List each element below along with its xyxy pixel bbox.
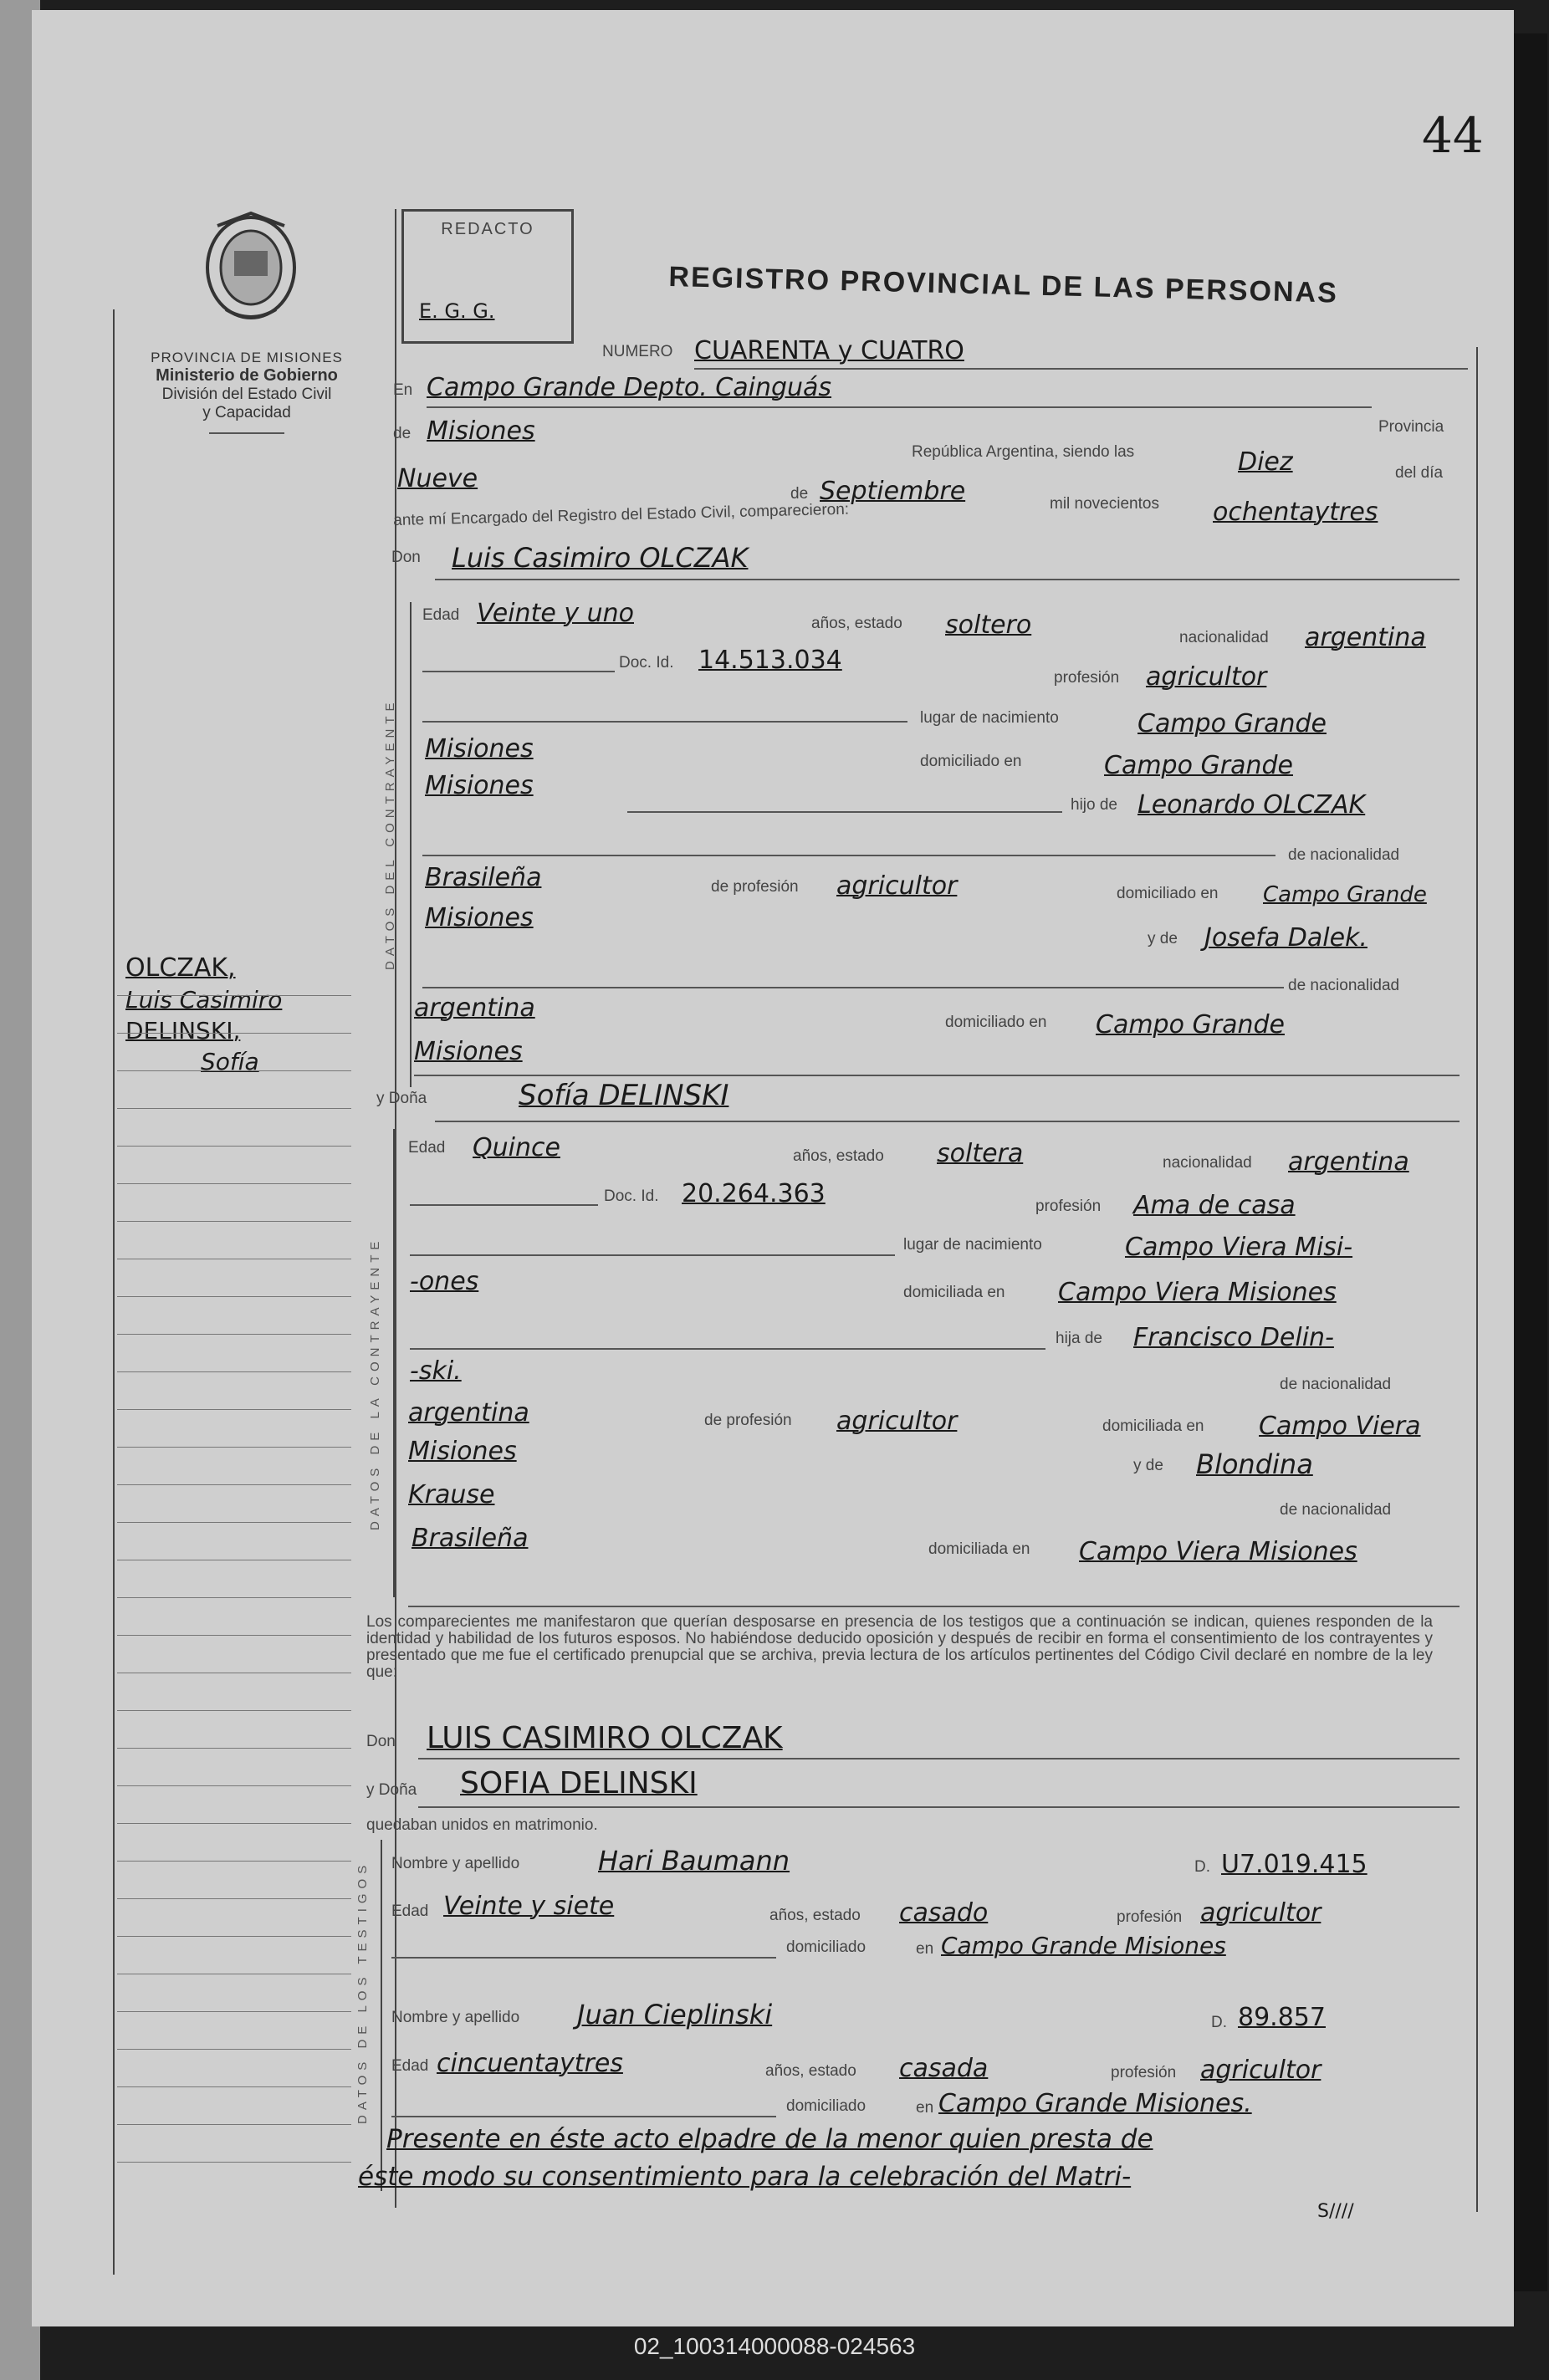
del-dia-label: del día [1395, 464, 1444, 482]
contrayenta-domicilio: Campo Viera Misiones [1058, 1278, 1337, 1307]
mil-label: mil novecientos [1050, 495, 1159, 513]
contrayenta-lugar-label: lugar de nacimiento [903, 1236, 1042, 1254]
republica-text: República Argentina, siendo las [912, 443, 1135, 461]
testigo2-profesion: agricultor [1200, 2056, 1322, 2085]
contrayenta-nacionalidad: argentina [1288, 1147, 1409, 1177]
margin-ruled-line [117, 2086, 351, 2087]
contrayente-edad-label: Edad [422, 606, 460, 624]
declaration-dona: SOFIA DELINSKI [460, 1766, 698, 1800]
contrayenta-padre-dom-label: domiciliada en [1102, 1417, 1204, 1435]
margin-ruled-line [117, 1936, 351, 1937]
margin-ruled-line [117, 1334, 351, 1335]
contrayente-lugar-cont: Misiones [425, 734, 534, 764]
contrayente-madre-dom: Campo Grande [1096, 1010, 1285, 1039]
contrayente-lugar: Campo Grande [1137, 709, 1327, 738]
contrayenta-padre-dom: Campo Viera [1259, 1412, 1421, 1441]
contrayenta-y-de-label: y de [1133, 1457, 1163, 1474]
testigo2-dom-label: domiciliado [786, 2097, 867, 2115]
testigo2-prof-label: profesión [1111, 2064, 1177, 2081]
contrayenta-dom-label: domiciliada en [903, 1284, 1005, 1301]
contrayenta-madre-dom: Campo Viera Misiones [1079, 1537, 1357, 1566]
contrayenta-padre-cont: -ski. [410, 1356, 462, 1386]
testigo1-profesion: agricultor [1200, 1898, 1322, 1928]
contrayenta-madre-cont: Krause [408, 1480, 495, 1509]
margin-ruled-line [117, 1635, 351, 1636]
contrayenta-madre-dom-label: domiciliada en [928, 1540, 1030, 1558]
declaration-closing: quedaban unidos en matrimonio. [366, 1816, 598, 1834]
testigo1-estado: casado [899, 1898, 989, 1928]
testigo1-nombre: Hari Baumann [598, 1845, 790, 1877]
contrayente-padre-dom: Campo Grande [1263, 882, 1427, 907]
testigo1-d-label: D. [1194, 1858, 1210, 1876]
hora-value: Diez [1238, 447, 1293, 477]
contrayente-edad: Veinte y uno [477, 599, 634, 628]
declaration-paragraph: Los comparecientes me manifestaron que querían desposarse en presencia de los testigos que a continuación se indican, quienes responden de la identidad y habilidad de los futuros esposos. No habiéndose deducido oposición y después de recibir en forma el consentimiento de los contrayentes y presentado que me fue el certificado prenupcial que se archiva, previa lectura de los artículos pertinentes del Código Civil declaré en nombre de la ley que: [366, 1613, 1433, 1681]
testigo1-en-label: en [916, 1940, 934, 1958]
margin-ruled-line [117, 1785, 351, 1786]
contrayente-doc-label: Doc. Id. [619, 654, 674, 672]
margin-ruled-line [117, 1484, 351, 1485]
margin-ruled-line [117, 1371, 351, 1372]
contrayenta-edad: Quince [473, 1133, 560, 1162]
de-value: Misiones [427, 416, 535, 446]
contrayente-prof-label: profesión [1054, 669, 1120, 687]
contrayente-nac-label: nacionalidad [1179, 629, 1269, 646]
redacto-label: REDACTO [441, 220, 534, 238]
testigo2-estado: casada [899, 2054, 989, 2083]
margin-ruled-line [117, 2162, 351, 2163]
en-value: Campo Grande Depto. Cainguás [427, 373, 832, 402]
contrayenta-padre: Francisco Delin- [1133, 1323, 1334, 1352]
contrayenta-bracket [393, 1129, 395, 1597]
contrayenta-doc: 20.264.363 [682, 1179, 826, 1208]
issuer-line4: y Capacidad [202, 404, 291, 421]
contrayente-padre-prof: agricultor [836, 871, 958, 901]
coat-of-arms-seal-icon [201, 209, 301, 326]
testigo1-d: U7.019.415 [1221, 1850, 1368, 1879]
contrayenta-anos-label: años, estado [793, 1147, 884, 1165]
testigo2-edad-label: Edad [391, 2057, 429, 2075]
issuer-line2: Ministerio de Gobierno [156, 366, 338, 385]
contrayente-lugar-label: lugar de nacimiento [920, 709, 1059, 727]
contrayente-padre: Leonardo OLCZAK [1137, 790, 1366, 820]
contrayenta-madre: Blondina [1196, 1448, 1313, 1480]
margin-ruled-line [117, 1033, 351, 1034]
testigos-side-label: DATOS DE LOS TESTIGOS [355, 1860, 370, 2124]
contrayente-dom-cont: Misiones [425, 771, 534, 800]
margin-note-line1: OLCZAK, [125, 953, 236, 983]
contrayente-madre-nac-label: de nacionalidad [1288, 977, 1400, 994]
contrayenta-madre-nac: Brasileña [412, 1524, 529, 1553]
contrayente-madre: Josefa Dalek. [1204, 923, 1368, 953]
testigo2-edad: cincuentaytres [437, 2049, 623, 2078]
declaration-dona-label: y Doña [366, 1781, 417, 1799]
testigo1-anos-label: años, estado [769, 1907, 861, 1924]
contrayente-dom-label: domiciliado en [920, 753, 1022, 770]
margin-ruled-line [117, 1409, 351, 1410]
anio-value: ochentaytres [1213, 498, 1378, 527]
testigo1-domicilio: Campo Grande Misiones [941, 1932, 1226, 1959]
footnote-line3: S//// [1317, 2201, 1354, 2222]
margin-ruled-line [117, 1710, 351, 1711]
contrayente-padre-nac-label: de nacionalidad [1288, 846, 1400, 864]
testigo2-domicilio: Campo Grande Misiones. [938, 2089, 1252, 2118]
contrayente-side-label: DATOS DEL CONTRAYENTE [383, 697, 397, 970]
contrayente-padre-nac: Brasileña [425, 863, 542, 892]
contrayenta-madre-nac-label: de nacionalidad [1280, 1501, 1392, 1519]
testigo2-nombre-label: Nombre y apellido [391, 2009, 520, 2026]
contrayente-bracket [410, 602, 412, 1087]
image-caption: 02_100314000088-024563 [633, 2333, 916, 2359]
testigo2-en-label: en [916, 2099, 934, 2117]
testigo2-d-label: D. [1211, 2014, 1227, 2031]
testigo2-nombre: Juan Cieplinski [577, 1999, 773, 2030]
contrayenta-edad-label: Edad [408, 1139, 446, 1157]
contrayente-nacionalidad: argentina [1305, 623, 1426, 652]
en-label: En [393, 381, 413, 399]
don-value: Luis Casimiro OLCZAK [452, 542, 749, 574]
margin-ruled-line [117, 1823, 351, 1824]
redacto-initials: E. G. G. [419, 299, 495, 323]
margin-ruled-line [117, 1447, 351, 1448]
margin-ruled-line [117, 1748, 351, 1749]
testigo1-nombre-label: Nombre y apellido [391, 1855, 520, 1872]
margin-ruled-line [117, 1522, 351, 1523]
contrayente-padre-prof-label: de profesión [711, 878, 799, 896]
margin-ruled-line [117, 1146, 351, 1147]
mes-value: Septiembre [820, 477, 966, 506]
margin-note-line2: Luis Casimiro [125, 986, 283, 1014]
contrayente-padre-dom-cont: Misiones [425, 903, 534, 932]
contrayenta-nac-label: nacionalidad [1163, 1154, 1252, 1172]
margin-ruled-line [117, 1070, 351, 1071]
margin-ruled-line [117, 1108, 351, 1109]
de-label: de [393, 425, 412, 442]
testigo1-edad: Veinte y siete [443, 1892, 615, 1921]
contrayenta-padre-nac: argentina [408, 1398, 529, 1427]
testigo2-d: 89.857 [1238, 2003, 1326, 2032]
contrayente-madre-dom-label: domiciliado en [945, 1014, 1047, 1031]
declaration-don-label: Don [366, 1733, 396, 1750]
footnote-line2: éste modo su consentimiento para la celebración del Matri- [358, 2162, 1132, 2192]
margin-ruled-line [117, 1221, 351, 1222]
testigo1-prof-label: profesión [1117, 1908, 1183, 1926]
declaration-don: LUIS CASIMIRO OLCZAK [427, 1721, 783, 1755]
page-number: 44 [1422, 107, 1484, 164]
numero-value: CUARENTA y CUATRO [694, 336, 964, 365]
contrayente-y-de-label: y de [1148, 930, 1178, 947]
contrayente-domicilio: Campo Grande [1104, 751, 1293, 780]
contrayente-hijo-label: hijo de [1071, 796, 1117, 814]
contrayente-padre-dom-label: domiciliado en [1117, 885, 1219, 902]
contrayenta-lugar: Campo Viera Misi- [1125, 1233, 1353, 1262]
dona-label: y Doña [376, 1090, 427, 1107]
margin-ruled-line [117, 1597, 351, 1598]
contrayente-profesion: agricultor [1146, 662, 1267, 692]
issuer-line3: División del Estado Civil [161, 386, 332, 403]
numero-label: NUMERO [602, 343, 673, 360]
contrayenta-padre-nac-label: de nacionalidad [1280, 1376, 1392, 1393]
margin-note-line4: Sofía [201, 1048, 259, 1075]
don-label: Don [391, 549, 421, 566]
left-margin-border [113, 309, 115, 2275]
testigos-bracket [381, 1840, 382, 2191]
margin-ruled-line [117, 1296, 351, 1297]
provincia-label: Provincia [1378, 418, 1444, 436]
testigo1-edad-label: Edad [391, 1902, 429, 1920]
margin-ruled-line [117, 1898, 351, 1899]
margin-ruled-line [117, 2011, 351, 2012]
testigo2-anos-label: años, estado [765, 2062, 856, 2080]
testigo1-dom-label: domiciliado [786, 1938, 867, 1956]
contrayenta-hija-label: hija de [1056, 1330, 1102, 1347]
margin-ruled-line [117, 1861, 351, 1862]
contrayenta-estado: soltera [937, 1139, 1024, 1168]
contrayenta-lugar-cont: -ones [410, 1267, 479, 1296]
margin-ruled-line [117, 995, 351, 996]
issuer-line1: PROVINCIA DE MISIONES [151, 350, 343, 365]
contrayente-doc: 14.513.034 [698, 646, 842, 675]
margin-ruled-line [117, 2124, 351, 2125]
margin-note [125, 953, 282, 1075]
contrayente-madre-dom-cont: Misiones [414, 1037, 523, 1066]
footnote-line1: Presente en éste acto elpadre de la menor quien presta de [386, 2124, 1153, 2154]
contrayenta-padre-prof: agricultor [836, 1407, 958, 1436]
dona-value: Sofía DELINSKI [519, 1079, 729, 1112]
contrayenta-side-label: DATOS DE LA CONTRAYENTE [368, 1236, 382, 1530]
de-mes-label: de [790, 485, 809, 503]
contrayenta-profesion: Ama de casa [1133, 1191, 1296, 1220]
contrayenta-padre-prof-label: de profesión [704, 1412, 792, 1429]
margin-ruled-line [117, 2049, 351, 2050]
right-border [1476, 347, 1478, 2212]
ante-text: ante mí Encargado del Registro del Estado Civil, comparecieron: [393, 500, 850, 529]
contrayente-estado: soltero [945, 610, 1032, 640]
dia-value: Nueve [397, 464, 478, 493]
margin-ruled-line [117, 1183, 351, 1184]
margin-note-line3: DELINSKI, [125, 1017, 241, 1044]
contrayenta-prof-label: profesión [1035, 1198, 1102, 1215]
contrayente-madre-nac: argentina [414, 993, 535, 1023]
contrayenta-padre-dom-cont: Misiones [408, 1437, 517, 1466]
contrayente-anos-label: años, estado [811, 615, 902, 632]
issuer-block [109, 350, 385, 434]
document-title: REGISTRO PROVINCIAL DE LAS PERSONAS [668, 261, 1339, 309]
contrayenta-doc-label: Doc. Id. [604, 1187, 659, 1205]
redacto-box [401, 209, 574, 344]
